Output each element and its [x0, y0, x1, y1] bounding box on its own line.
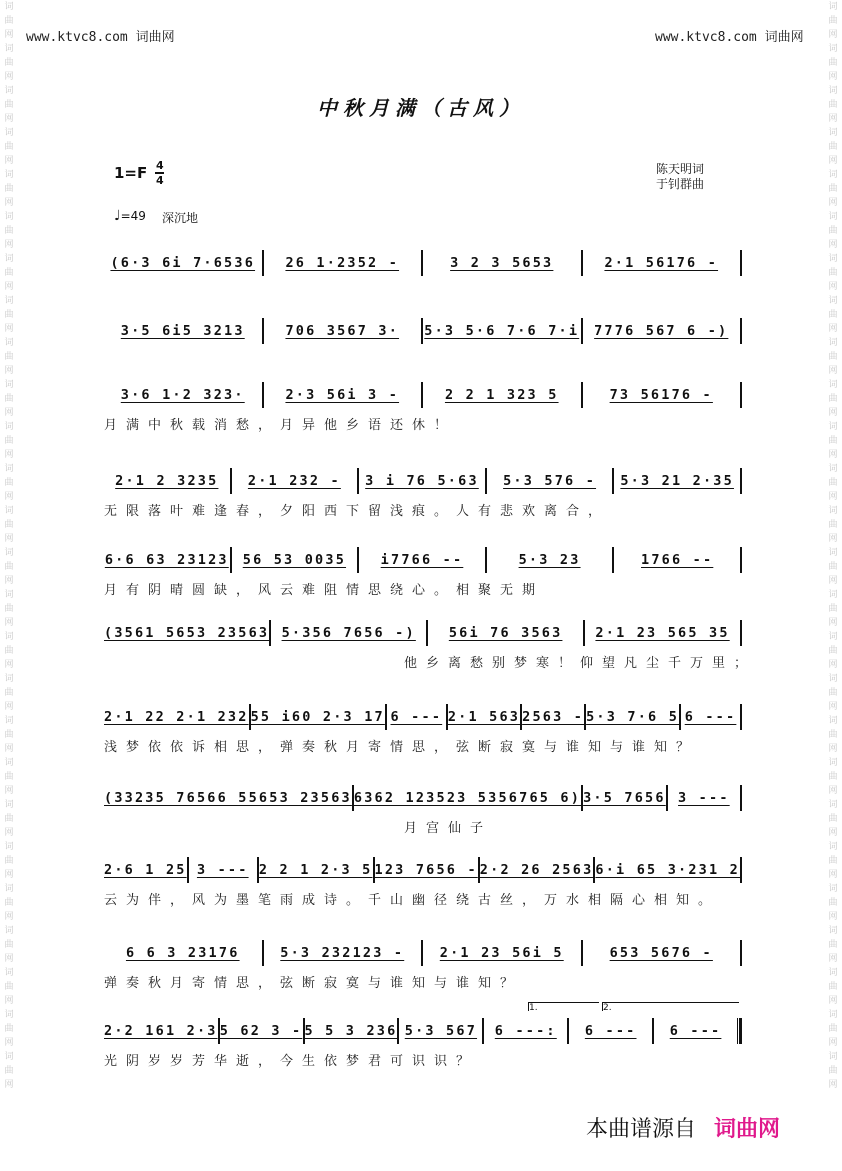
watermark-char: 词 [4, 338, 14, 348]
score-row [0, 783, 842, 843]
watermark-char: 网 [4, 282, 14, 292]
watermark-char: 网 [828, 828, 838, 838]
measure: 2 2 1 2·3 5 [258, 862, 373, 878]
measure: 6 --- [390, 709, 443, 725]
tempo-marking [114, 209, 198, 226]
watermark-char: 词 [4, 422, 14, 432]
watermark-char: 词 [828, 128, 838, 138]
watermark-char: 曲 [4, 184, 14, 194]
watermark-char: 曲 [828, 142, 838, 152]
watermark-char: 词 [828, 1052, 838, 1062]
measure: 26 1·2352 - [285, 255, 400, 271]
watermark-char: 曲 [828, 772, 838, 782]
watermark-char: 词 [4, 44, 14, 54]
watermark-char: 曲 [4, 688, 14, 698]
watermark-char: 曲 [828, 310, 838, 320]
watermark-char: 网 [828, 366, 838, 376]
measure: 5·3 232123 - [280, 945, 405, 961]
watermark-char: 网 [4, 366, 14, 376]
bar-line [740, 250, 742, 276]
bar-line [740, 785, 742, 811]
watermark-char: 词 [4, 548, 14, 558]
score-row [0, 618, 842, 678]
watermark-char: 网 [828, 324, 838, 334]
watermark-char: 曲 [4, 268, 14, 278]
watermark-char: 曲 [828, 58, 838, 68]
watermark-char: 网 [828, 492, 838, 502]
measure: 6362 123523 5356765 6) [353, 790, 582, 806]
watermark-char: 词 [828, 548, 838, 558]
watermark-char: 网 [828, 1080, 838, 1090]
watermark-char: 曲 [4, 142, 14, 152]
footer-brand-link[interactable]: 词曲网 [714, 1117, 781, 1142]
watermark-char: 曲 [828, 646, 838, 656]
lyric-line: 光阴岁岁芳华逝，今生依梦君可识识？ [104, 1054, 479, 1069]
watermark-char: 网 [828, 156, 838, 166]
watermark-char: 网 [4, 240, 14, 250]
watermark-char: 曲 [4, 562, 14, 572]
key-label: 1=F [114, 163, 148, 182]
score-row [0, 316, 842, 376]
watermark-char: 网 [4, 492, 14, 502]
measure: 706 3567 3· [285, 323, 400, 339]
time-bottom: 4 [155, 173, 164, 187]
watermark-char: 曲 [4, 604, 14, 614]
composer: 于钊群曲 [656, 177, 705, 191]
watermark-char: 曲 [828, 520, 838, 530]
watermark-char: 曲 [828, 982, 838, 992]
watermark-char: 网 [828, 534, 838, 544]
bar-line [737, 1018, 742, 1044]
watermark-char: 网 [4, 996, 14, 1006]
watermark-char: 网 [828, 870, 838, 880]
watermark-char: 词 [828, 1010, 838, 1020]
quarter-note-icon: ♩ [114, 208, 121, 224]
watermark-char: 网 [828, 744, 838, 754]
watermark-char: 网 [4, 912, 14, 922]
measure: 5·3 21 2·35 [620, 473, 734, 489]
watermark-char: 曲 [4, 730, 14, 740]
site-url-left[interactable]: www.ktvc8.com 词曲网 [26, 30, 175, 45]
watermark-char: 词 [4, 296, 14, 306]
watermark-char: 词 [4, 674, 14, 684]
expression-mark: 深沉地 [161, 211, 198, 225]
watermark-char: 网 [828, 198, 838, 208]
staff-line [104, 1016, 742, 1046]
watermark-char: 曲 [4, 772, 14, 782]
measure: 2·1 22 2·1 232 [104, 709, 249, 725]
watermark-char: 网 [4, 534, 14, 544]
watermark-char: 网 [4, 408, 14, 418]
lyric-line: 无限落叶难逢春，夕阳西下留浅痕。人有悲欢离合， [104, 504, 611, 519]
measure: 5·3 567 [404, 1023, 478, 1039]
lyric-line: 月宫仙子 [404, 821, 493, 836]
watermark-char: 网 [4, 576, 14, 586]
watermark-char: 网 [828, 1038, 838, 1048]
measure: 3 --- [196, 862, 249, 878]
watermark-char: 词 [4, 128, 14, 138]
watermark-char: 词 [828, 884, 838, 894]
measure: 7776 567 6 -) [594, 323, 729, 339]
watermark-char: 曲 [4, 898, 14, 908]
watermark-char: 网 [4, 828, 14, 838]
watermark-char: 网 [4, 660, 14, 670]
watermark-char: 词 [4, 842, 14, 852]
watermark-char: 网 [4, 744, 14, 754]
watermark-char: 网 [828, 282, 838, 292]
watermark-char: 词 [828, 590, 838, 600]
watermark-char: 词 [4, 590, 14, 600]
measure: 3 i 76 5·63 [365, 473, 479, 489]
watermark-char: 网 [4, 870, 14, 880]
watermark-char: 曲 [4, 856, 14, 866]
measure: 6·6 63 23123 [104, 552, 229, 568]
measure: 1766 -- [641, 552, 714, 568]
bar-line [740, 857, 742, 883]
watermark-char: 曲 [4, 100, 14, 110]
watermark-char: 曲 [828, 436, 838, 446]
staff-line [104, 783, 742, 813]
score-row [0, 938, 842, 998]
watermark-char: 曲 [828, 1024, 838, 1034]
measure: 2·2 161 2·3 [104, 1023, 218, 1039]
volta-first: 1. [528, 1002, 599, 1011]
measure: 6 ---: [494, 1023, 557, 1039]
watermark-char: 网 [4, 954, 14, 964]
measure: 5·3 7·6 5 [586, 709, 680, 725]
measure: 56i 76 3563 [448, 625, 563, 641]
watermark-char: 曲 [828, 1066, 838, 1076]
watermark-char: 词 [828, 968, 838, 978]
key-signature [114, 160, 164, 186]
measure: (33235 76566 55653 23563 [104, 790, 352, 806]
score-row [0, 702, 842, 762]
measure: 123 7656 - [374, 862, 478, 878]
measure: 2 2 1 323 5 [444, 387, 559, 403]
footer-source [586, 1112, 780, 1143]
watermark-char: 曲 [4, 478, 14, 488]
measure: 55 i60 2·3 17 [250, 709, 385, 725]
bar-line [740, 318, 742, 344]
staff-line [104, 855, 742, 885]
watermark-char: 网 [4, 786, 14, 796]
watermark-char: 曲 [828, 352, 838, 362]
watermark-char: 曲 [4, 394, 14, 404]
measure: 2·1 232 - [247, 473, 341, 489]
watermark-char: 网 [4, 198, 14, 208]
watermark-char: 词 [4, 212, 14, 222]
watermark-char: 曲 [4, 310, 14, 320]
bar-line [740, 704, 742, 730]
watermark-char: 曲 [828, 856, 838, 866]
measure: 3 --- [678, 790, 730, 806]
bar-line [740, 468, 742, 494]
watermark-char: 网 [4, 450, 14, 460]
measure: 5·3 576 - [503, 473, 597, 489]
score-row [0, 855, 842, 915]
song-title: 中秋月满（古风） [317, 96, 525, 120]
watermark-char: 曲 [4, 646, 14, 656]
measure: 5 62 3 - [219, 1023, 303, 1039]
site-url-right[interactable]: www.ktvc8.com 词曲网 [655, 30, 804, 45]
tempo-value: =49 [120, 209, 146, 223]
lyric-line: 月有阴晴圆缺，风云难阻情思绕心。相聚无期 [104, 583, 545, 598]
bar-line [740, 940, 742, 966]
watermark-char: 词 [4, 632, 14, 642]
watermark-char: 网 [828, 450, 838, 460]
watermark-char: 词 [4, 800, 14, 810]
measure: (3561 5653 23563 [104, 625, 270, 641]
watermark-char: 网 [828, 660, 838, 670]
measure: 56 53 0035 [242, 552, 347, 568]
measure: 2·3 56i 3 - [285, 387, 400, 403]
watermark-char: 网 [828, 954, 838, 964]
watermark-char: 网 [828, 240, 838, 250]
watermark-char: 网 [828, 408, 838, 418]
measure: 6 --- [669, 1023, 722, 1039]
watermark-char: 词 [828, 716, 838, 726]
watermark-char: 词 [4, 1052, 14, 1062]
watermark-char: 词 [828, 674, 838, 684]
watermark-char: 词 [828, 758, 838, 768]
watermark-char: 网 [828, 702, 838, 712]
watermark-char: 词 [828, 506, 838, 516]
lyric-line: 弹奏秋月寄情思，弦断寂寞与谁知与谁知？ [104, 976, 523, 991]
measure: 2·1 2 3235 [115, 473, 219, 489]
watermark-char: 词 [828, 170, 838, 180]
watermark-char: 曲 [828, 604, 838, 614]
watermark-char: 词 [828, 86, 838, 96]
measure: 6 6 3 23176 [125, 945, 240, 961]
watermark-char: 网 [828, 576, 838, 586]
credits [656, 162, 704, 192]
watermark-char: 词 [4, 254, 14, 264]
measure: 3 2 3 5653 [450, 255, 554, 271]
watermark-char: 曲 [828, 16, 838, 26]
staff-line [104, 248, 742, 278]
watermark-char: 网 [828, 912, 838, 922]
watermark-char: 词 [828, 254, 838, 264]
watermark-char: 曲 [828, 478, 838, 488]
watermark-char: 曲 [4, 814, 14, 824]
watermark-char: 曲 [828, 940, 838, 950]
watermark-char: 词 [828, 296, 838, 306]
measure: 6 --- [584, 1023, 637, 1039]
watermark-char: 曲 [4, 520, 14, 530]
measure: 6 --- [684, 709, 737, 725]
watermark-char: 词 [4, 884, 14, 894]
watermark-char: 词 [4, 464, 14, 474]
watermark-char: 曲 [4, 982, 14, 992]
staff-line [104, 380, 742, 410]
volta-second: 2. [602, 1002, 739, 1011]
measure: (6·3 6i 7·6536 [110, 255, 256, 271]
time-signature [155, 160, 164, 186]
measure: 3·5 6i5 3213 [120, 323, 245, 339]
watermark-char: 曲 [828, 562, 838, 572]
watermark-char: 曲 [828, 394, 838, 404]
watermark-char: 词 [828, 380, 838, 390]
watermark-char: 曲 [828, 226, 838, 236]
measure: 2·1 563 [447, 709, 521, 725]
staff-line [104, 938, 742, 968]
measure: 2·1 56176 - [604, 255, 719, 271]
staff-line [104, 545, 742, 575]
staff-line [104, 466, 742, 496]
watermark-char: 网 [4, 1080, 14, 1090]
lyric-line: 云为伴，风为墨笔雨成诗。千山幽径绕古丝，万水相隔心相知。 [104, 893, 721, 908]
lyric-line [104, 282, 742, 302]
watermark-char: 词 [4, 506, 14, 516]
score-row [0, 1016, 842, 1076]
watermark-char: 网 [828, 996, 838, 1006]
score-row [0, 545, 842, 605]
lyric-line: 他乡离愁别梦寒！仰望凡尘千万里； [404, 656, 757, 671]
watermark-char: 词 [828, 800, 838, 810]
footer-prefix: 本曲谱源自 [586, 1117, 697, 1142]
watermark-char: 网 [4, 72, 14, 82]
watermark-char: 词 [828, 842, 838, 852]
measure: 2·2 26 2563 [479, 862, 594, 878]
watermark-char: 词 [828, 2, 838, 12]
watermark-char: 曲 [4, 226, 14, 236]
measure: 73 56176 - [609, 387, 713, 403]
measure: i7766 -- [380, 552, 464, 568]
watermark-char: 曲 [828, 898, 838, 908]
lyricist: 陈天明词 [656, 162, 705, 176]
watermark-char: 词 [4, 1010, 14, 1020]
watermark-char: 网 [828, 30, 838, 40]
watermark-char: 网 [4, 702, 14, 712]
watermark-char: 词 [828, 338, 838, 348]
watermark-char: 网 [4, 30, 14, 40]
measure: 2·1 23 565 35 [595, 625, 730, 641]
measure: 653 5676 - [609, 945, 713, 961]
watermark-char: 网 [4, 114, 14, 124]
measure: 2·1 23 56i 5 [439, 945, 564, 961]
watermark-char: 曲 [4, 940, 14, 950]
watermark-char: 网 [828, 618, 838, 628]
watermark-char: 词 [4, 758, 14, 768]
bar-line [740, 620, 742, 646]
watermark-char: 曲 [828, 100, 838, 110]
watermark-char: 网 [828, 786, 838, 796]
watermark-char: 曲 [4, 1024, 14, 1034]
watermark-char: 曲 [4, 352, 14, 362]
time-top: 4 [155, 159, 164, 172]
bar-line [740, 382, 742, 408]
watermark-char: 曲 [828, 184, 838, 194]
measure: 5 5 3 236 [304, 1023, 398, 1039]
watermark-char: 曲 [828, 730, 838, 740]
watermark-char: 曲 [828, 268, 838, 278]
watermark-char: 曲 [4, 436, 14, 446]
watermark-char: 词 [828, 464, 838, 474]
measure: 5·3 5·6 7·6 7·i [424, 323, 580, 339]
watermark-char: 词 [828, 422, 838, 432]
watermark-char: 网 [4, 1038, 14, 1048]
watermark-char: 网 [4, 618, 14, 628]
watermark-char: 词 [828, 632, 838, 642]
watermark-char: 词 [4, 2, 14, 12]
watermark-char: 网 [828, 114, 838, 124]
watermark-char: 网 [4, 156, 14, 166]
score-row [0, 380, 842, 440]
watermark-char: 曲 [828, 814, 838, 824]
watermark-char: 词 [4, 380, 14, 390]
lyric-line: 浅梦依依诉相思，弹奏秋月寄情思，弦断寂寞与谁知与谁知？ [104, 740, 699, 755]
score-row [0, 466, 842, 526]
watermark-char: 词 [4, 716, 14, 726]
measure: 2563 - [522, 709, 585, 725]
watermark-char: 网 [828, 72, 838, 82]
score-row [0, 248, 842, 308]
watermark-char: 词 [4, 170, 14, 180]
lyric-line: 月满中秋载消愁，月异他乡语还休！ [104, 418, 457, 433]
measure: 5·356 7656 -) [281, 625, 416, 641]
measure: 5·3 23 [518, 552, 581, 568]
watermark-char: 曲 [4, 58, 14, 68]
watermark-char: 词 [4, 926, 14, 936]
measure: 2·6 1 25 [104, 862, 187, 878]
watermark-char: 曲 [828, 688, 838, 698]
watermark-char: 词 [828, 926, 838, 936]
staff-line [104, 702, 742, 732]
lyric-line [104, 350, 742, 370]
watermark-char: 曲 [4, 1066, 14, 1076]
measure: 3·6 1·2 323· [120, 387, 245, 403]
watermark-char: 词 [4, 86, 14, 96]
staff-line [104, 618, 742, 648]
measure: 3·5 7656 [583, 790, 666, 806]
watermark-char: 词 [4, 968, 14, 978]
watermark-char: 词 [828, 212, 838, 222]
staff-line [104, 316, 742, 346]
measure: 6·i 65 3·231 2 [595, 862, 740, 878]
bar-line [740, 547, 742, 573]
watermark-char: 曲 [4, 16, 14, 26]
watermark-char: 网 [4, 324, 14, 334]
watermark-char: 词 [828, 44, 838, 54]
